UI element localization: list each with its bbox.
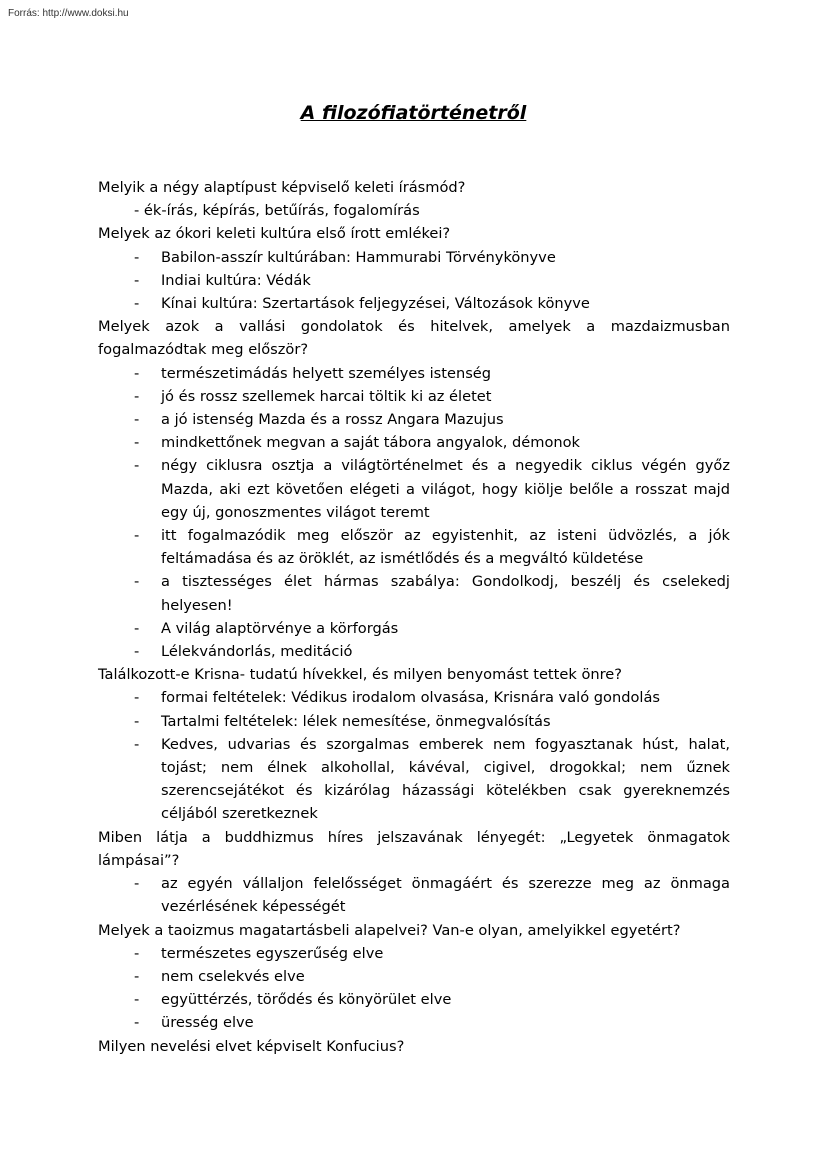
list-item-text: a tisztességes élet hármas szabálya: Gondolkodj, beszélj és cselekedj helyesen! xyxy=(161,573,730,614)
list-item-text: formai feltételek: Védikus irodalom olvasása, Krisnára való gondolás xyxy=(161,689,660,707)
list-item xyxy=(98,570,730,616)
list-item xyxy=(98,362,730,385)
list-item-text: Babilon-asszír kultúrában: Hammurabi Törvénykönyve xyxy=(161,248,556,266)
bullet-dash: - xyxy=(134,295,140,313)
list-item-text: jó és rossz szellemek harcai töltik ki az életet xyxy=(161,387,492,405)
bullet-dash: - xyxy=(134,619,140,637)
question: Melyek az ókori keleti kultúra első írott emlékei? xyxy=(98,225,451,243)
bullet-dash: - xyxy=(134,364,140,382)
list-item-text: nem cselekvés elve xyxy=(161,967,305,985)
list-item-text: a jó istenség Mazda és a rossz Angara Mazujus xyxy=(161,411,504,429)
question: Melyik a négy alaptípust képviselő keleti írásmód? xyxy=(98,179,466,196)
list-item xyxy=(98,524,730,570)
list-item xyxy=(98,686,730,709)
list-item xyxy=(98,965,730,988)
list-item xyxy=(98,292,730,315)
list-item-text: négy ciklusra osztja a világtörténelmet és a negyedik ciklus végén győz Mazda, aki ezt követően elégeti a világot, hogy kiölje belőle a rosszat majd egy új, gonoszmentes világot teremt xyxy=(161,457,730,521)
question: Milyen nevelési elvet képviselt Konfucius? xyxy=(98,1037,405,1055)
bullet-dash: - xyxy=(134,1014,140,1032)
list-item xyxy=(98,1011,730,1034)
list-item-text: természetimádás helyett személyes istenség xyxy=(161,364,492,382)
list-item xyxy=(98,269,730,292)
question: Miben látja a buddhizmus híres jelszavának lényegét: „Legyetek önmagatok lámpásai”? xyxy=(98,828,730,869)
list-item-text: üresség elve xyxy=(161,1014,254,1032)
question: Melyek azok a vallási gondolatok és hitelvek, amelyek a mazdaizmusban fogalmazódtak meg először? xyxy=(98,318,730,359)
answer-line: - ék-írás, képírás, betűírás, fogalomírás xyxy=(134,202,420,220)
list-item xyxy=(98,246,730,269)
list-item xyxy=(98,733,730,826)
list-item-text: Kínai kultúra: Szertartások feljegyzései, Változások könyve xyxy=(161,295,590,313)
bullet-dash: - xyxy=(134,944,140,962)
bullet-dash: - xyxy=(134,434,140,452)
list-item xyxy=(98,988,730,1011)
bullet-dash: - xyxy=(134,411,140,429)
source-note: Forrás: http://www.doksi.hu xyxy=(8,8,129,19)
list-item-text: Indiai kultúra: Védák xyxy=(161,271,311,289)
list-item xyxy=(98,872,730,918)
bullet-dash: - xyxy=(134,735,140,753)
list-item-text: Lélekvándorlás, meditáció xyxy=(161,643,353,661)
question: Találkozott-e Krisna- tudatú hívekkel, és milyen benyomást tettek önre? xyxy=(98,666,623,684)
bullet-dash: - xyxy=(134,967,140,985)
list-item xyxy=(98,617,730,640)
bullet-dash: - xyxy=(134,991,140,1009)
bullet-dash: - xyxy=(134,527,140,545)
question: Melyek a taoizmus magatartásbeli alapelvei? Van-e olyan, amelyikkel egyetért? xyxy=(98,921,681,939)
list-item xyxy=(98,385,730,408)
list-item-text: itt fogalmazódik meg először az egyistenhit, az isteni üdvözlés, a jók feltámadása és az öröklét, az ismétlődés és a megváltó küldetése xyxy=(161,527,730,568)
list-item xyxy=(98,431,730,454)
list-item-text: természetes egyszerűség elve xyxy=(161,944,384,962)
page-title: A filozófiatörténetről xyxy=(300,102,527,124)
list-item-text: Tartalmi feltételek: lélek nemesítése, önmegvalósítás xyxy=(161,712,551,730)
list-item xyxy=(98,454,730,524)
bullet-dash: - xyxy=(134,643,140,661)
list-item-text: A világ alaptörvénye a körforgás xyxy=(161,619,399,637)
bullet-dash: - xyxy=(134,248,140,266)
bullet-dash: - xyxy=(134,457,140,475)
bullet-dash: - xyxy=(134,875,140,893)
list-item xyxy=(98,942,730,965)
bullet-dash: - xyxy=(134,573,140,591)
list-item-text: Kedves, udvarias és szorgalmas emberek nem fogyasztanak húst, halat, tojást; nem élnek alkohollal, kávéval, cigivel, drogokkal; nem űznek szerencsejátékot és kizárólag házassági kötelékben csak gyereknemzés céljából szeretkeznek xyxy=(161,735,730,823)
list-item-text: együttérzés, törődés és könyörület elve xyxy=(161,991,452,1009)
list-item xyxy=(98,710,730,733)
bullet-dash: - xyxy=(134,387,140,405)
document-body xyxy=(98,176,730,1058)
list-item-text: mindkettőnek megvan a saját tábora angyalok, démonok xyxy=(161,434,580,452)
bullet-dash: - xyxy=(134,712,140,730)
bullet-dash: - xyxy=(134,689,140,707)
list-item xyxy=(98,408,730,431)
bullet-dash: - xyxy=(134,271,140,289)
list-item-text: az egyén vállaljon felelősséget önmagáért és szerezze meg az önmaga vezérlésének képességét xyxy=(161,875,730,916)
list-item xyxy=(98,640,730,663)
